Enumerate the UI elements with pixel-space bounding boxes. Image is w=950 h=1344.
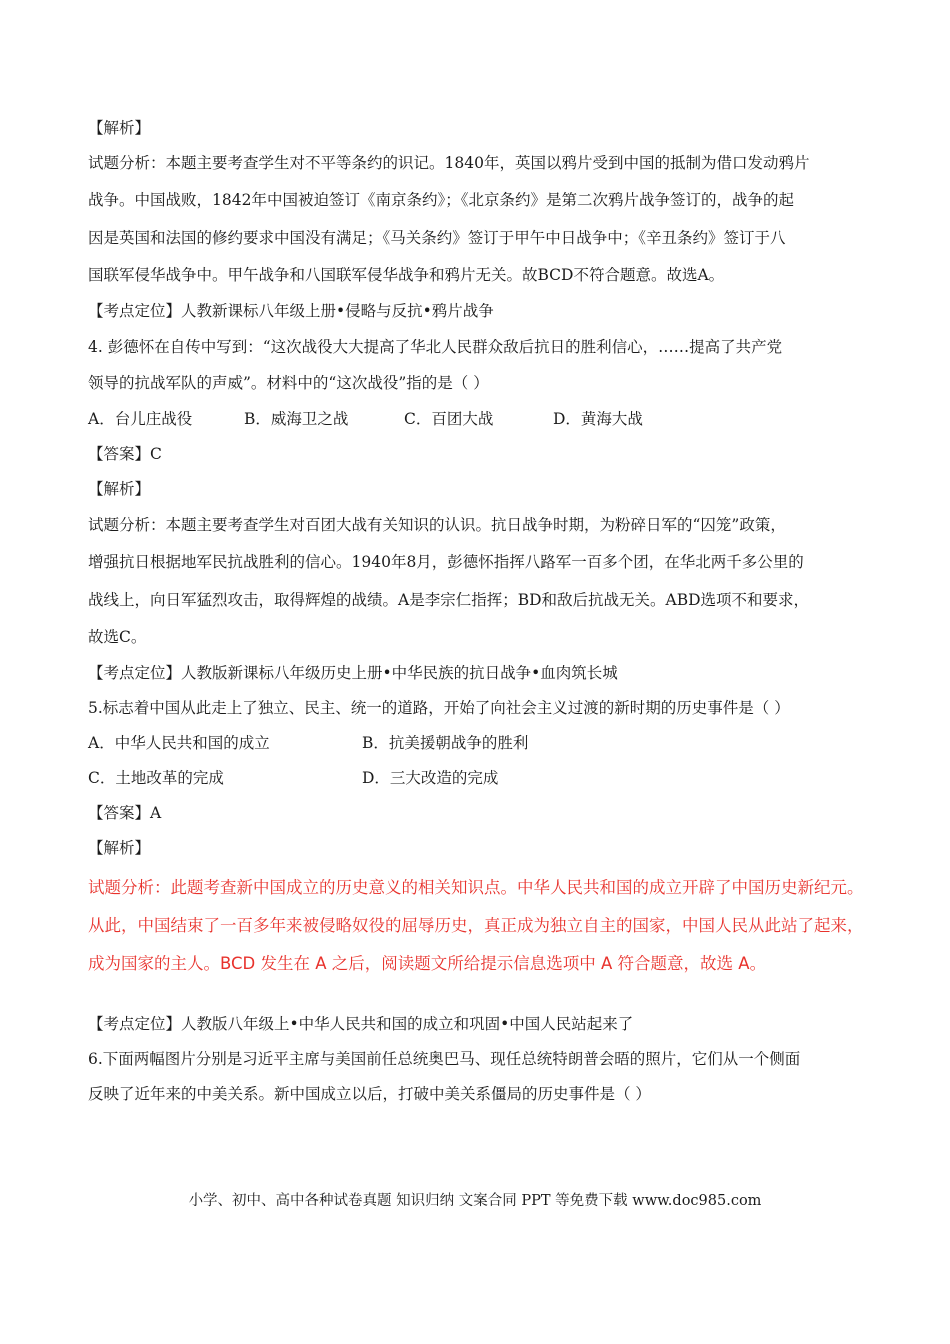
analysis-line: 试题分析：本题主要考查学生对不平等条约的识记。1840年，英国以鸦片受到中国的抵制为借口发动鸦片 [88, 154, 810, 172]
option-c: C．土地改革的完成 [88, 769, 224, 787]
question-stem: 4. 彭德怀在自传中写到：“这次战役大大提高了华北人民群众敌后抗日的胜利信心，……提高了共产党 [88, 338, 783, 356]
question-stem: 6.下面两幅图片分别是习近平主席与美国前任总统奥巴马、现任总统特朗普会晤的照片，它们从一个侧面 [88, 1050, 801, 1068]
question-stem: 领导的抗战军队的声威”。材料中的“这次战役”指的是（ ） [88, 374, 489, 392]
analysis-line: 战线上，向日军猛烈攻击，取得辉煌的战绩。A是李宗仁指挥；BD和敌后抗战无关。ABD选项不和要求， [88, 591, 810, 609]
analysis-line-highlighted: 试题分析：此题考查新中国成立的历史意义的相关知识点。中华人民共和国的成立开辟了中国历史新纪元。 [88, 878, 864, 897]
analysis-line: 战争。中国战败，1842年中国被迫签订《南京条约》；《北京条约》是第二次鸦片战争签订的，战争的起 [88, 191, 794, 209]
answer: 【答案】A [88, 804, 162, 822]
option-d: D．黄海大战 [553, 410, 643, 428]
option-b: B．抗美援朝战争的胜利 [362, 734, 529, 752]
answer: 【答案】C [88, 445, 162, 463]
option-a: A．台儿庄战役 [88, 410, 193, 428]
analysis-line: 增强抗日根据地军民抗战胜利的信心。1940年8月，彭德怀指挥八路军一百多个团，在华北两千多公里的 [88, 553, 804, 571]
question-stem: 5.标志着中国从此走上了独立、民主、统一的道路，开始了向社会主义过渡的新时期的历史事件是（ ） [88, 699, 790, 717]
analysis-heading: 【解析】 [88, 119, 151, 137]
option-d: D．三大改造的完成 [362, 769, 499, 787]
analysis-line-highlighted: 成为国家的主人。BCD 发生在 A 之后，阅读题文所给提示信息选项中 A 符合题意，故选 A。 [88, 954, 767, 973]
analysis-line: 故选C。 [88, 628, 147, 646]
analysis-heading: 【解析】 [88, 839, 151, 857]
analysis-line: 国联军侵华战争中。甲午战争和八国联军侵华战争和鸦片无关。故BCD不符合题意。故选A。 [88, 266, 725, 284]
knowledge-point: 【考点定位】人教新课标八年级上册•侵略与反抗•鸦片战争 [88, 302, 494, 320]
option-c: C．百团大战 [404, 410, 494, 428]
knowledge-point: 【考点定位】人教版八年级上•中华人民共和国的成立和巩固•中国人民站起来了 [88, 1015, 634, 1033]
option-a: A．中华人民共和国的成立 [88, 734, 270, 752]
page-footer: 小学、初中、高中各种试卷真题 知识归纳 文案合同 PPT 等免费下载 www.doc985.com [188, 1193, 762, 1209]
question-stem: 反映了近年来的中美关系。新中国成立以后，打破中美关系僵局的历史事件是（ ） [88, 1085, 651, 1103]
analysis-line-highlighted: 从此，中国结束了一百多年来被侵略奴役的屈辱历史，真正成为独立自主的国家，中国人民从此站了起来， [88, 916, 864, 935]
analysis-line: 试题分析：本题主要考查学生对百团大战有关知识的认识。抗日战争时期，为粉碎日军的“囚笼”政策， [88, 516, 786, 534]
option-b: B．威海卫之战 [244, 410, 349, 428]
analysis-line: 因是英国和法国的修约要求中国没有满足；《马关条约》签订于甲午中日战争中；《辛丑条约》签订于八 [88, 229, 786, 247]
analysis-heading: 【解析】 [88, 480, 151, 498]
knowledge-point: 【考点定位】人教版新课标八年级历史上册•中华民族的抗日战争•血肉筑长城 [88, 664, 618, 682]
